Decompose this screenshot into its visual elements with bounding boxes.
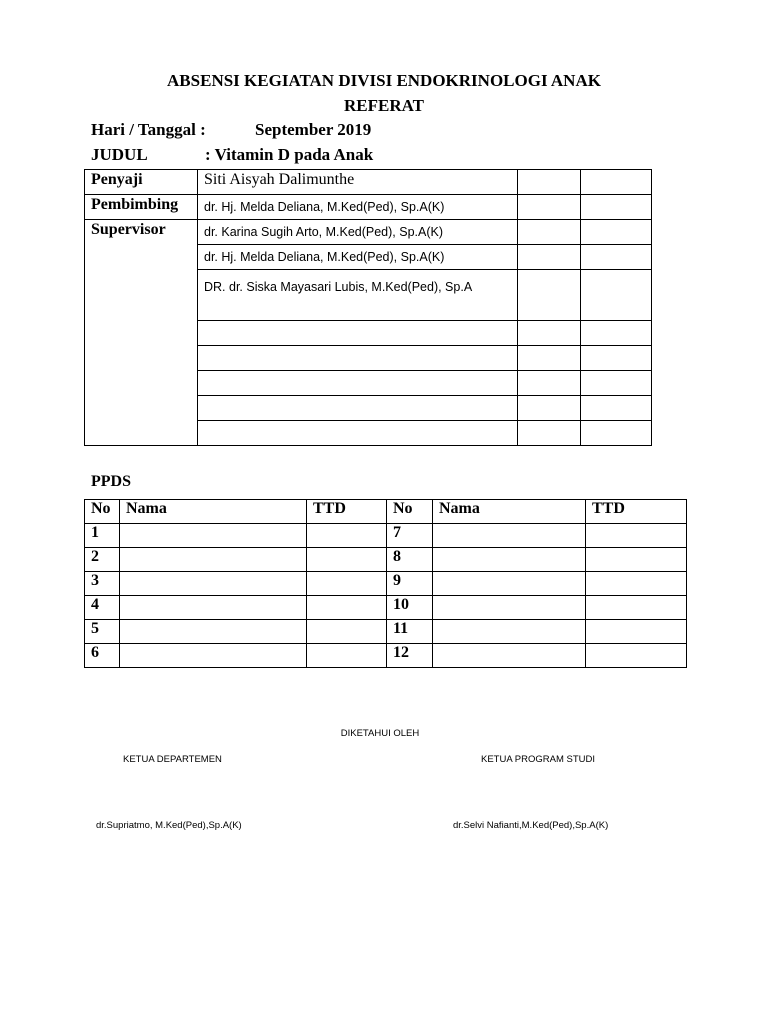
empty-cell xyxy=(198,321,518,346)
row-number: 10 xyxy=(387,596,433,620)
empty-cell xyxy=(581,270,652,321)
name-cell xyxy=(433,620,586,644)
signature-cell xyxy=(307,524,387,548)
column-header-nama: Nama xyxy=(120,500,307,524)
empty-cell xyxy=(198,346,518,371)
signature-cell xyxy=(586,548,687,572)
ppds-heading: PPDS xyxy=(91,473,131,490)
empty-cell xyxy=(581,170,652,195)
empty-cell xyxy=(518,170,581,195)
signature-cell xyxy=(307,596,387,620)
empty-cell xyxy=(581,195,652,220)
empty-cell xyxy=(518,371,581,396)
empty-cell xyxy=(518,270,581,321)
judul-value: : Vitamin D pada Anak xyxy=(205,145,374,164)
presenter-table xyxy=(84,169,652,446)
signature-cell xyxy=(307,548,387,572)
name-cell xyxy=(433,596,586,620)
pembimbing-label: Pembimbing xyxy=(85,195,198,220)
name-cell xyxy=(120,572,307,596)
table-row xyxy=(85,620,687,644)
document-title: ABSENSI KEGIATAN DIVISI ENDOKRINOLOGI ANAK xyxy=(167,71,601,90)
name-cell xyxy=(120,644,307,668)
signature-cell xyxy=(586,524,687,548)
ppds-table xyxy=(84,499,687,668)
row-number: 6 xyxy=(85,644,120,668)
column-header-ttd: TTD xyxy=(586,500,687,524)
signature-cell xyxy=(586,644,687,668)
hari-tanggal-label: Hari / Tanggal : xyxy=(91,120,206,139)
empty-cell xyxy=(198,396,518,421)
document-subtitle: REFERAT xyxy=(344,96,424,115)
table-row xyxy=(85,220,652,245)
empty-cell xyxy=(581,371,652,396)
signatory-right: dr.Selvi Nafianti,M.Ked(Ped),Sp.A(K) xyxy=(453,820,609,831)
empty-cell xyxy=(518,220,581,245)
supervisor-name: DR. dr. Siska Mayasari Lubis, M.Ked(Ped), Sp.A xyxy=(198,270,518,321)
name-cell xyxy=(433,524,586,548)
signature-cell xyxy=(586,620,687,644)
row-number: 3 xyxy=(85,572,120,596)
supervisor-label: Supervisor xyxy=(85,220,198,446)
table-row xyxy=(85,572,687,596)
signature-cell xyxy=(307,572,387,596)
column-header-nama: Nama xyxy=(433,500,586,524)
name-cell xyxy=(120,620,307,644)
empty-cell xyxy=(518,321,581,346)
table-row xyxy=(85,524,687,548)
empty-cell xyxy=(198,371,518,396)
pembimbing-name: dr. Hj. Melda Deliana, M.Ked(Ped), Sp.A(K) xyxy=(198,195,518,220)
empty-cell xyxy=(518,195,581,220)
row-number: 11 xyxy=(387,620,433,644)
supervisor-name: dr. Karina Sugih Arto, M.Ked(Ped), Sp.A(K) xyxy=(198,220,518,245)
signature-cell xyxy=(307,644,387,668)
name-cell xyxy=(120,596,307,620)
table-row xyxy=(85,644,687,668)
ketua-program-studi-label: KETUA PROGRAM STUDI xyxy=(481,754,596,765)
column-header-no: No xyxy=(387,500,433,524)
name-cell xyxy=(120,524,307,548)
row-number: 5 xyxy=(85,620,120,644)
empty-cell xyxy=(518,346,581,371)
signatory-left: dr.Supriatmo, M.Ked(Ped),Sp.A(K) xyxy=(96,820,242,831)
empty-cell xyxy=(518,421,581,446)
row-number: 7 xyxy=(387,524,433,548)
table-row xyxy=(85,195,652,220)
name-cell xyxy=(433,572,586,596)
empty-cell xyxy=(581,245,652,270)
name-cell xyxy=(433,644,586,668)
empty-cell xyxy=(581,220,652,245)
table-row xyxy=(85,170,652,195)
table-header-row xyxy=(85,500,687,524)
empty-cell xyxy=(581,396,652,421)
row-number: 1 xyxy=(85,524,120,548)
table-row xyxy=(85,596,687,620)
row-number: 2 xyxy=(85,548,120,572)
judul-label: JUDUL xyxy=(91,145,148,164)
signature-cell xyxy=(586,572,687,596)
row-number: 9 xyxy=(387,572,433,596)
table-row xyxy=(85,548,687,572)
supervisor-name: dr. Hj. Melda Deliana, M.Ked(Ped), Sp.A(K) xyxy=(198,245,518,270)
empty-cell xyxy=(518,245,581,270)
name-cell xyxy=(120,548,307,572)
ketua-departemen-label: KETUA DEPARTEMEN xyxy=(123,754,222,765)
diketahui-label: DIKETAHUI OLEH xyxy=(340,728,420,739)
column-header-ttd: TTD xyxy=(307,500,387,524)
empty-cell xyxy=(581,346,652,371)
signature-cell xyxy=(307,620,387,644)
empty-cell xyxy=(198,421,518,446)
empty-cell xyxy=(581,421,652,446)
row-number: 12 xyxy=(387,644,433,668)
empty-cell xyxy=(518,396,581,421)
signature-cell xyxy=(586,596,687,620)
column-header-no: No xyxy=(85,500,120,524)
name-cell xyxy=(433,548,586,572)
penyaji-name: Siti Aisyah Dalimunthe xyxy=(198,170,518,195)
row-number: 8 xyxy=(387,548,433,572)
hari-tanggal-value: September 2019 xyxy=(255,120,372,139)
penyaji-label: Penyaji xyxy=(85,170,198,195)
row-number: 4 xyxy=(85,596,120,620)
empty-cell xyxy=(581,321,652,346)
